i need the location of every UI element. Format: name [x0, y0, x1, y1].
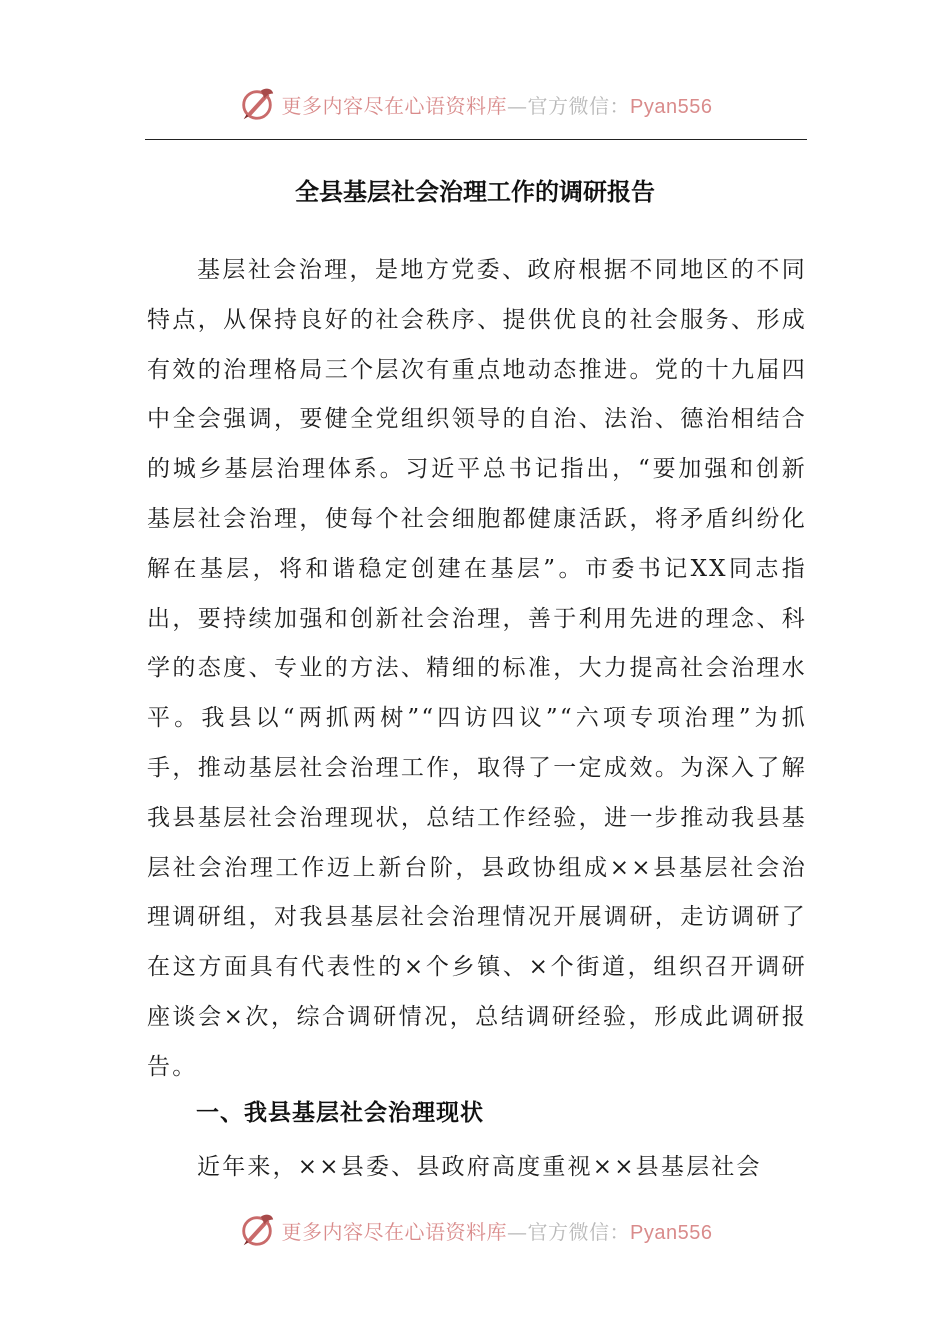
paragraph-intro: 基层社会治理，是地方党委、政府根据不同地区的不同特点，从保持良好的社会秩序、提供优良的社会服务、形成有效的治理格局三个层次有重点地动态推进。党的十九届四中全会强调，要健全党组织领导的自治、法治、德治相结合的城乡基层治理体系。习近平总书记指出，“要加强和创新基层社会治理，使每个社会细胞都健康活跃，将矛盾纠纷化解在基层，将和谐稳定创建在基层”。市委书记XX同志指出，要持续加强和创新社会治理，善于利用先进的理念、科学的态度、专业的方法、精细的标准，大力提高社会治理水平。我县以“两抓两树”“四访四议”“六项专项治理”为抓手，推动基层社会治理工作，取得了一定成效。为深入了解我县基层社会治理现状，总结工作经验，进一步推动我县基层社会治理工作迈上新台阶，县政协组成××县基层社会治理调研组，对我县基层社会治理情况开展调研，走访调研了在这方面具有代表性的×个乡镇、×个街道，组织召开调研座谈会×次，综合调研情况，总结调研经验，形成此调研报告。 [147, 257, 807, 1080]
paragraph-section-1: 近年来，××县委、县政府高度重视××县基层社会 [197, 1154, 762, 1180]
quill-logo-icon [238, 1211, 276, 1249]
header-divider [145, 139, 807, 140]
section-heading-1: 一、我县基层社会治理现状 [196, 1100, 484, 1126]
watermark-text: 更多内容尽在心语资料库—官方微信：Pyan556 [281, 93, 713, 118]
footer-watermark [0, 1210, 950, 1250]
header-watermark [0, 84, 950, 124]
watermark-text: 更多内容尽在心语资料库—官方微信：Pyan556 [281, 1219, 713, 1244]
document-title: 全县基层社会治理工作的调研报告 [295, 178, 655, 206]
quill-logo-icon [238, 85, 276, 123]
